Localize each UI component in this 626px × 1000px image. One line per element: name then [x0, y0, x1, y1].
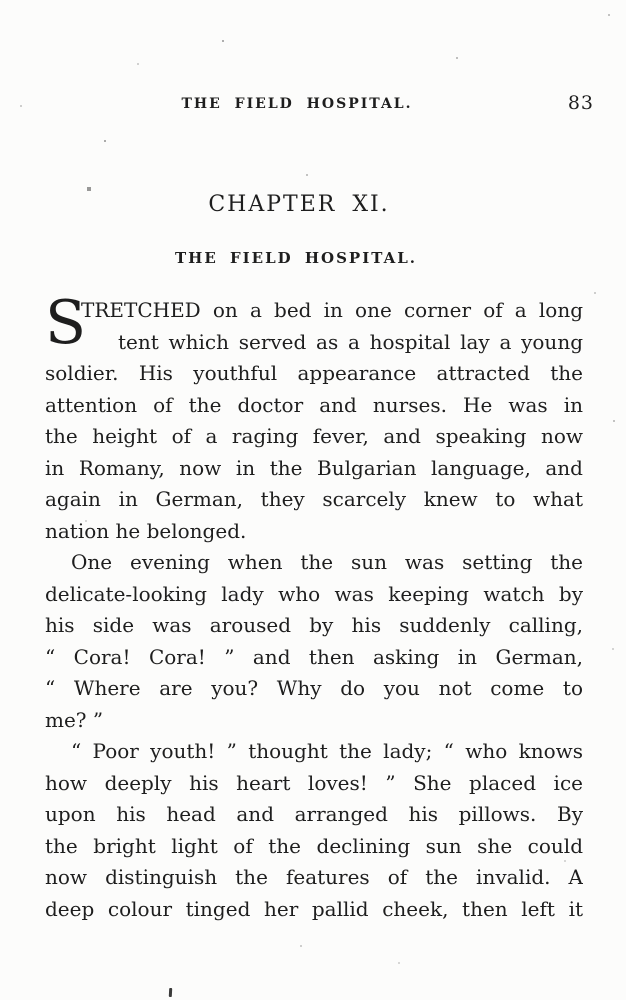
text-line: One evening when the sun was setting the [71, 550, 583, 574]
text-line: “ Poor youth! ” thought the lady; “ who knows [71, 739, 583, 763]
text-line: the height of a raging fever, and speaking now [45, 424, 583, 448]
text-line: “ Where are you? Why do you not come to [45, 676, 583, 700]
text-line: the bright light of the declining sun she could [45, 833, 583, 858]
running-head: THE FIELD HOSPITAL. [181, 96, 413, 112]
paper-speckles [0, 0, 2, 2]
page-number: 83 [567, 92, 594, 114]
text-line: again in German, they scarcely knew to what [45, 487, 583, 511]
ink-mark [169, 988, 172, 997]
text-line: nation he belonged. [45, 518, 247, 543]
body-text [45, 288, 583, 925]
text-line: “ Cora! Cora! ” and then asking in German, [45, 644, 583, 669]
text-line: his side was aroused by his suddenly calling, [45, 613, 583, 637]
text-line: delicate-looking lady who was keeping watch by [45, 581, 583, 606]
text-line: how deeply his heart loves! ” She placed ice [45, 770, 583, 795]
text-line: deep colour tinged her pallid cheek, then left it [45, 896, 583, 921]
text-line: attention of the doctor and nurses. He was in [45, 392, 583, 417]
text-line: upon his head and arranged his pillows. By [45, 802, 583, 826]
text-line: now distinguish the features of the invalid. A [45, 865, 583, 889]
text-line: in Romany, now in the Bulgarian language, and [45, 455, 583, 480]
text-line: tent which served as a hospital lay a young [118, 329, 583, 354]
paragraph [45, 547, 583, 736]
chapter-heading: CHAPTER XI. [208, 192, 390, 217]
paragraph [45, 736, 583, 925]
text-line: TRETCHED on a bed in one corner of a long [81, 298, 583, 322]
paragraph [45, 288, 583, 547]
text-line: soldier. His youthful appearance attracted the [45, 361, 583, 385]
text-line: me? ” [45, 707, 104, 732]
section-heading: THE FIELD HOSPITAL. [175, 249, 417, 267]
drop-cap: S [45, 288, 87, 358]
